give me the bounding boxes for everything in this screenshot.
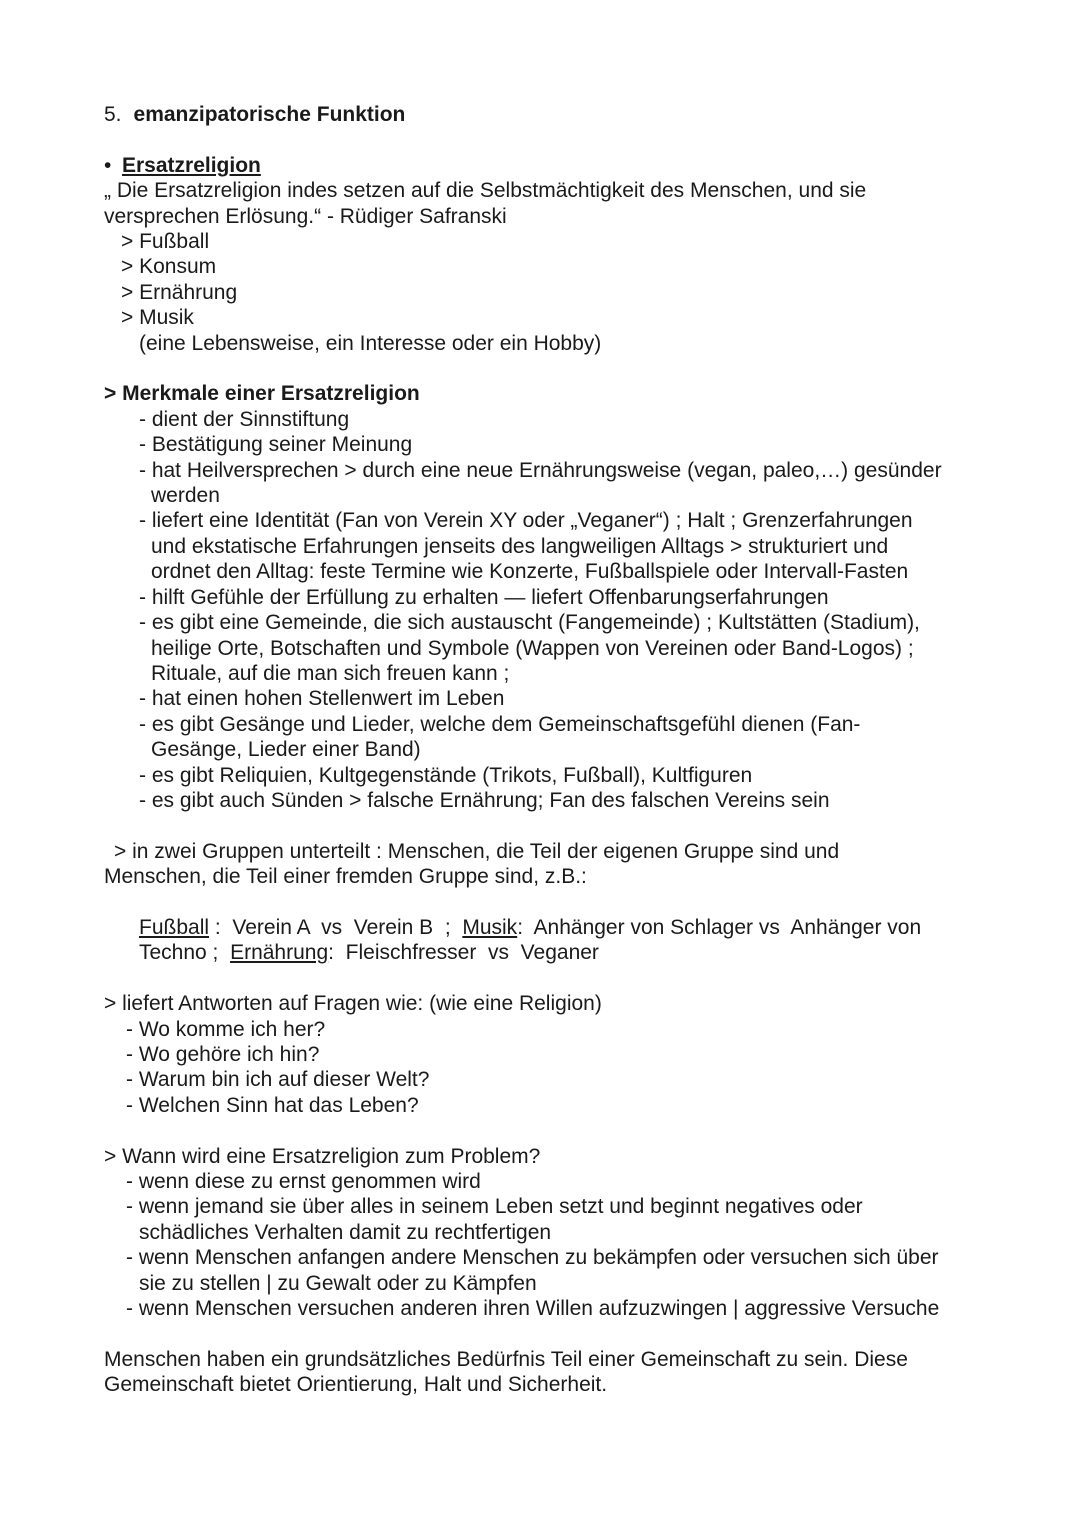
example-label-fussball: Fußball xyxy=(139,915,210,939)
question-item: - Wo komme ich her? xyxy=(126,1017,326,1041)
merkmal-line: und ekstatische Erfahrungen jenseits des langweiligen Alltags > strukturiert und xyxy=(151,534,889,558)
document-page xyxy=(104,102,1004,1398)
merkmal-line: heilige Orte, Botschaften und Symbole (Wappen von Vereinen oder Band-Logos) ; xyxy=(151,636,914,660)
merkmal-line: - es gibt Reliquien, Kultgegenstände (Trikots, Fußball), Kultfiguren xyxy=(139,763,753,787)
merkmal-line: - liefert eine Identität (Fan von Verein XY oder „Veganer“) ; Halt ; Grenzerfahrungen xyxy=(139,509,913,533)
ersatzreligion-title: Ersatzreligion xyxy=(122,153,261,177)
problem-line: - wenn jemand sie über alles in seinem Leben setzt und beginnt negatives oder xyxy=(126,1195,863,1219)
example-text: : Fleischfresser vs Veganer xyxy=(328,941,599,965)
antworten-title: > liefert Antworten auf Fragen wie: (wie eine Religion) xyxy=(104,992,602,1016)
example-text: : Verein A vs Verein B ; xyxy=(209,915,463,939)
merkmal-line: - hilft Gefühle der Erfüllung zu erhalten — liefert Offenbarungserfahrungen xyxy=(139,585,829,609)
examples-note: (eine Lebensweise, ein Interesse oder ein Hobby) xyxy=(139,331,602,355)
merkmal-line: Rituale, auf die man sich freuen kann ; xyxy=(151,661,510,685)
fazit-line: Gemeinschaft bietet Orientierung, Halt und Sicherheit. xyxy=(104,1373,608,1397)
example-item: > Konsum xyxy=(121,255,217,279)
question-item: - Welchen Sinn hat das Leben? xyxy=(126,1093,419,1117)
gruppen-example-line xyxy=(104,915,1004,940)
merkmal-line: - Bestätigung seiner Meinung xyxy=(139,433,413,457)
gruppen-example-line xyxy=(104,940,1004,965)
merkmale-title: > Merkmale einer Ersatzreligion xyxy=(104,382,420,406)
merkmal-line: - es gibt Gesänge und Lieder, welche dem Gemeinschaftsgefühl dienen (Fan- xyxy=(139,712,861,736)
merkmal-line: ordnet den Alltag: feste Termine wie Konzerte, Fußballspiele oder Intervall-Fasten xyxy=(151,560,909,584)
section-number: 5. xyxy=(104,103,122,126)
merkmal-line: - es gibt eine Gemeinde, die sich austauscht (Fangemeinde) ; Kultstätten (Stadium), xyxy=(139,611,920,635)
quote-line: „ Die Ersatzreligion indes setzen auf die Selbstmächtigkeit des Menschen, und sie xyxy=(104,179,867,203)
example-text: : Anhänger von Schlager vs Anhänger von xyxy=(517,915,922,939)
ersatzreligion-heading xyxy=(104,153,1004,178)
problem-line: sie zu stellen | zu Gewalt oder zu Kämpfen xyxy=(139,1271,537,1295)
merkmal-line: - hat einen hohen Stellenwert im Leben xyxy=(139,687,505,711)
gruppen-line: Menschen, die Teil einer fremden Gruppe sind, z.B.: xyxy=(104,865,587,889)
example-item: > Musik xyxy=(121,306,194,330)
merkmal-line: Gesänge, Lieder einer Band) xyxy=(151,738,421,762)
problem-title: > Wann wird eine Ersatzreligion zum Problem? xyxy=(104,1144,541,1168)
example-text: Techno ; xyxy=(139,941,231,965)
quote-line: versprechen Erlösung.“ - Rüdiger Safranski xyxy=(104,204,507,228)
problem-line: - wenn Menschen anfangen andere Menschen zu bekämpfen oder versuchen sich über xyxy=(126,1246,939,1270)
example-item: > Fußball xyxy=(121,230,210,254)
question-item: - Wo gehöre ich hin? xyxy=(126,1042,320,1066)
fazit-line: Menschen haben ein grundsätzliches Bedürfnis Teil einer Gemeinschaft zu sein. Diese xyxy=(104,1347,908,1371)
problem-line: - wenn diese zu ernst genommen wird xyxy=(126,1169,481,1193)
question-item: - Warum bin ich auf dieser Welt? xyxy=(126,1068,430,1092)
section-title: emanzipatorische Funktion xyxy=(133,103,406,126)
problem-line: - wenn Menschen versuchen anderen ihren Willen aufzuzwingen | aggressive Versuche xyxy=(126,1297,940,1320)
merkmal-line: - es gibt auch Sünden > falsche Ernährung; Fan des falschen Vereins sein xyxy=(139,788,830,812)
merkmal-line: - dient der Sinnstiftung xyxy=(139,407,350,431)
example-label-ernaehrung: Ernährung xyxy=(230,941,329,965)
problem-line: schädliches Verhalten damit zu rechtfertigen xyxy=(139,1220,552,1244)
example-item: > Ernährung xyxy=(121,280,238,304)
merkmal-line: werden xyxy=(151,484,220,508)
example-label-musik: Musik xyxy=(462,915,518,939)
section-heading xyxy=(104,102,1004,127)
gruppen-line: > in zwei Gruppen unterteilt : Menschen, die Teil der eigenen Gruppe sind und xyxy=(114,839,840,863)
bullet-icon: • xyxy=(104,153,112,177)
merkmal-line: - hat Heilversprechen > durch eine neue Ernährungsweise (vegan, paleo,…) gesünder xyxy=(139,458,942,482)
